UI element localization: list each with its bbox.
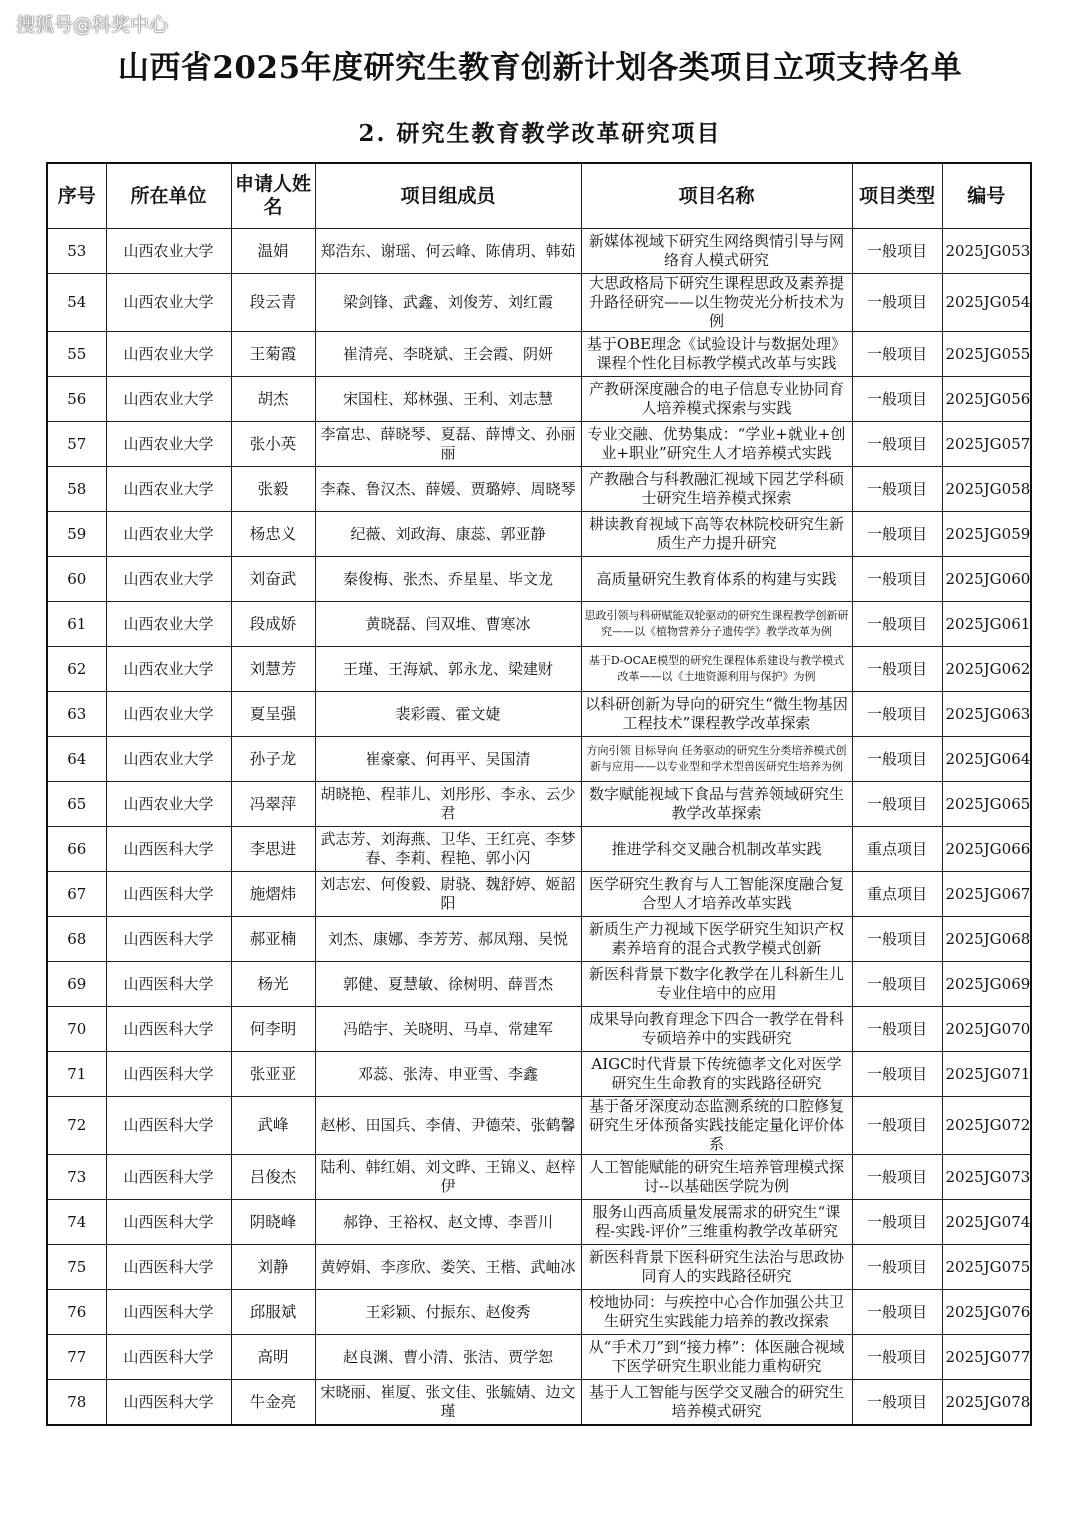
cell-applicant: 张小英 xyxy=(231,422,315,467)
cell-project-type: 一般项目 xyxy=(852,377,942,422)
cell-code: 2025JG064 xyxy=(942,737,1031,782)
cell-applicant: 张亚亚 xyxy=(231,1052,315,1097)
cell-project-type: 一般项目 xyxy=(852,1290,942,1335)
cell-number: 77 xyxy=(47,1335,106,1380)
cell-project-name: 以科研创新为导向的研究生“微生物基因工程技术”课程教学改革探索 xyxy=(581,692,852,737)
cell-applicant: 温娟 xyxy=(231,229,315,274)
cell-unit: 山西农业大学 xyxy=(106,467,231,512)
cell-project-name: 高质量研究生教育体系的构建与实践 xyxy=(581,557,852,602)
table-row xyxy=(47,1380,1031,1426)
cell-project-name: 基于人工智能与医学交叉融合的研究生培养模式研究 xyxy=(581,1380,852,1426)
cell-number: 78 xyxy=(47,1380,106,1426)
cell-code: 2025JG060 xyxy=(942,557,1031,602)
cell-project-type: 一般项目 xyxy=(852,274,942,332)
cell-number: 69 xyxy=(47,962,106,1007)
cell-unit: 山西农业大学 xyxy=(106,512,231,557)
cell-unit: 山西医科大学 xyxy=(106,1052,231,1097)
cell-code: 2025JG056 xyxy=(942,377,1031,422)
header-cell: 申请人姓名 xyxy=(231,163,315,229)
cell-unit: 山西农业大学 xyxy=(106,737,231,782)
cell-unit: 山西农业大学 xyxy=(106,229,231,274)
cell-code: 2025JG061 xyxy=(942,602,1031,647)
cell-code: 2025JG074 xyxy=(942,1200,1031,1245)
cell-members: 刘杰、康娜、李芳芳、郝凤翔、吴悦 xyxy=(315,917,581,962)
cell-applicant: 李思进 xyxy=(231,827,315,872)
cell-number: 76 xyxy=(47,1290,106,1335)
cell-members: 崔清亮、李晓斌、王会霞、阴妍 xyxy=(315,332,581,377)
cell-applicant: 杨光 xyxy=(231,962,315,1007)
cell-code: 2025JG073 xyxy=(942,1155,1031,1200)
table-row xyxy=(47,1052,1031,1097)
header-cell: 项目组成员 xyxy=(315,163,581,229)
cell-code: 2025JG071 xyxy=(942,1052,1031,1097)
cell-project-name: 数字赋能视域下食品与营养领域研究生教学改革探索 xyxy=(581,782,852,827)
cell-unit: 山西农业大学 xyxy=(106,782,231,827)
cell-code: 2025JG063 xyxy=(942,692,1031,737)
cell-project-name: 基于D-OCAE模型的研究生课程体系建设与教学模式改革——以《土地资源利用与保护》为例 xyxy=(581,647,852,692)
table-row xyxy=(47,1290,1031,1335)
cell-number: 70 xyxy=(47,1007,106,1052)
cell-number: 56 xyxy=(47,377,106,422)
cell-project-name: 新质生产力视域下医学研究生知识产权素养培育的混合式教学模式创新 xyxy=(581,917,852,962)
cell-members: 邓蕊、张涛、申亚雪、李鑫 xyxy=(315,1052,581,1097)
cell-unit: 山西医科大学 xyxy=(106,827,231,872)
cell-project-type: 重点项目 xyxy=(852,827,942,872)
cell-project-name: 方向引领 目标导向 任务驱动的研究生分类培养模式创新与应用——以专业型和学术型兽医研究生培养为例 xyxy=(581,737,852,782)
cell-project-type: 一般项目 xyxy=(852,1052,942,1097)
cell-project-name: 医学研究生教育与人工智能深度融合复合型人才培养改革实践 xyxy=(581,872,852,917)
header-cell: 序号 xyxy=(47,163,106,229)
cell-number: 60 xyxy=(47,557,106,602)
cell-number: 61 xyxy=(47,602,106,647)
cell-applicant: 郝亚楠 xyxy=(231,917,315,962)
cell-members: 黄婷娟、李彦欣、娄笑、王楷、武岫冰 xyxy=(315,1245,581,1290)
cell-members: 纪薇、刘政海、康蕊、郭亚静 xyxy=(315,512,581,557)
table-row xyxy=(47,782,1031,827)
cell-project-name: 新医科背景下数字化教学在儿科新生儿专业住培中的应用 xyxy=(581,962,852,1007)
cell-project-name: 服务山西高质量发展需求的研究生“课程-实践-评价”三维重构教学改革研究 xyxy=(581,1200,852,1245)
cell-members: 宋晓丽、崔厦、张文佳、张毓婧、边文瑾 xyxy=(315,1380,581,1426)
project-table xyxy=(46,162,1032,1426)
table-row xyxy=(47,274,1031,332)
cell-project-type: 一般项目 xyxy=(852,512,942,557)
cell-members: 秦俊梅、张杰、乔星星、毕文龙 xyxy=(315,557,581,602)
cell-unit: 山西农业大学 xyxy=(106,647,231,692)
cell-code: 2025JG062 xyxy=(942,647,1031,692)
cell-project-type: 一般项目 xyxy=(852,962,942,1007)
cell-code: 2025JG067 xyxy=(942,872,1031,917)
cell-number: 54 xyxy=(47,274,106,332)
table-row xyxy=(47,1007,1031,1052)
cell-applicant: 阴晓峰 xyxy=(231,1200,315,1245)
cell-unit: 山西农业大学 xyxy=(106,332,231,377)
cell-number: 74 xyxy=(47,1200,106,1245)
cell-unit: 山西医科大学 xyxy=(106,872,231,917)
cell-number: 72 xyxy=(47,1097,106,1155)
cell-members: 郭健、夏慧敏、徐树明、薛晋杰 xyxy=(315,962,581,1007)
cell-members: 武志芳、刘海燕、卫华、王红亮、李梦春、李莉、程艳、郭小闪 xyxy=(315,827,581,872)
cell-applicant: 夏呈强 xyxy=(231,692,315,737)
table-row xyxy=(47,512,1031,557)
cell-project-type: 一般项目 xyxy=(852,1335,942,1380)
cell-number: 53 xyxy=(47,229,106,274)
cell-project-name: 基于备牙深度动态监测系统的口腔修复研究生牙体预备实践技能定量化评价体系 xyxy=(581,1097,852,1155)
cell-project-name: 推进学科交叉融合机制改革实践 xyxy=(581,827,852,872)
cell-applicant: 吕俊杰 xyxy=(231,1155,315,1200)
cell-applicant: 邱服斌 xyxy=(231,1290,315,1335)
cell-code: 2025JG054 xyxy=(942,274,1031,332)
cell-project-name: AIGC时代背景下传统德孝文化对医学研究生生命教育的实践路径研究 xyxy=(581,1052,852,1097)
table-row xyxy=(47,1155,1031,1200)
cell-project-type: 一般项目 xyxy=(852,1155,942,1200)
cell-number: 75 xyxy=(47,1245,106,1290)
cell-project-name: 从“手术刀”到“接力棒”：体医融合视域下医学研究生职业能力重构研究 xyxy=(581,1335,852,1380)
cell-project-name: 新媒体视域下研究生网络舆情引导与网络育人模式研究 xyxy=(581,229,852,274)
cell-applicant: 杨忠义 xyxy=(231,512,315,557)
cell-members: 黄晓磊、闫双堆、曹寒冰 xyxy=(315,602,581,647)
cell-members: 王瑾、王海斌、郭永龙、梁建财 xyxy=(315,647,581,692)
cell-unit: 山西农业大学 xyxy=(106,422,231,467)
cell-code: 2025JG066 xyxy=(942,827,1031,872)
cell-project-name: 人工智能赋能的研究生培养管理模式探讨--以基础医学院为例 xyxy=(581,1155,852,1200)
cell-applicant: 胡杰 xyxy=(231,377,315,422)
cell-number: 64 xyxy=(47,737,106,782)
cell-code: 2025JG068 xyxy=(942,917,1031,962)
table-row xyxy=(47,557,1031,602)
table-row xyxy=(47,647,1031,692)
cell-project-name: 基于OBE理念《试验设计与数据处理》课程个性化目标教学模式改革与实践 xyxy=(581,332,852,377)
cell-project-type: 一般项目 xyxy=(852,229,942,274)
cell-members: 王彩颖、付振东、赵俊秀 xyxy=(315,1290,581,1335)
cell-members: 赵良渊、曹小清、张洁、贾学恕 xyxy=(315,1335,581,1380)
cell-code: 2025JG055 xyxy=(942,332,1031,377)
cell-unit: 山西医科大学 xyxy=(106,917,231,962)
table-row xyxy=(47,422,1031,467)
cell-project-name: 大思政格局下研究生课程思政及素养提升路径研究——以生物荧光分析技术为例 xyxy=(581,274,852,332)
cell-unit: 山西医科大学 xyxy=(106,1007,231,1052)
cell-project-name: 耕读教育视域下高等农林院校研究生新质生产力提升研究 xyxy=(581,512,852,557)
cell-project-type: 重点项目 xyxy=(852,872,942,917)
cell-project-name: 成果导向教育理念下四合一教学在骨科专硕培养中的实践研究 xyxy=(581,1007,852,1052)
cell-members: 胡晓艳、程菲儿、刘彤彤、李永、云少君 xyxy=(315,782,581,827)
table-row xyxy=(47,332,1031,377)
table-row xyxy=(47,1245,1031,1290)
cell-project-type: 一般项目 xyxy=(852,737,942,782)
cell-members: 赵彬、田国兵、李倩、尹德荣、张鹤馨 xyxy=(315,1097,581,1155)
header-cell: 项目名称 xyxy=(581,163,852,229)
cell-number: 71 xyxy=(47,1052,106,1097)
cell-members: 梁剑锋、武鑫、刘俊芳、刘红霞 xyxy=(315,274,581,332)
page-title: 山西省2025年度研究生教育创新计划各类项目立项支持名单 xyxy=(117,50,963,86)
cell-code: 2025JG065 xyxy=(942,782,1031,827)
cell-code: 2025JG069 xyxy=(942,962,1031,1007)
cell-members: 李森、鲁汉杰、薛媛、贾璐婷、周晓琴 xyxy=(315,467,581,512)
header-cell: 编号 xyxy=(942,163,1031,229)
cell-applicant: 高明 xyxy=(231,1335,315,1380)
cell-number: 65 xyxy=(47,782,106,827)
cell-applicant: 王菊霞 xyxy=(231,332,315,377)
cell-project-type: 一般项目 xyxy=(852,647,942,692)
cell-unit: 山西医科大学 xyxy=(106,1200,231,1245)
cell-unit: 山西农业大学 xyxy=(106,274,231,332)
cell-applicant: 段云青 xyxy=(231,274,315,332)
cell-project-name: 校地协同：与疾控中心合作加强公共卫生研究生实践能力培养的教改探索 xyxy=(581,1290,852,1335)
cell-number: 55 xyxy=(47,332,106,377)
cell-applicant: 何李明 xyxy=(231,1007,315,1052)
table-row xyxy=(47,962,1031,1007)
cell-number: 67 xyxy=(47,872,106,917)
table-row xyxy=(47,467,1031,512)
section-subtitle: 2. 研究生教育教学改革研究项目 xyxy=(358,120,722,147)
cell-members: 郑浩东、谢瑶、何云峰、陈倩玥、韩茹 xyxy=(315,229,581,274)
cell-project-name: 产教融合与科教融汇视域下园艺学科硕士研究生培养模式探索 xyxy=(581,467,852,512)
cell-project-name: 产教研深度融合的电子信息专业协同育人培养模式探索与实践 xyxy=(581,377,852,422)
cell-members: 裴彩霞、霍文婕 xyxy=(315,692,581,737)
table-row xyxy=(47,872,1031,917)
cell-code: 2025JG053 xyxy=(942,229,1031,274)
cell-unit: 山西农业大学 xyxy=(106,602,231,647)
cell-applicant: 孙子龙 xyxy=(231,737,315,782)
cell-unit: 山西医科大学 xyxy=(106,962,231,1007)
cell-project-type: 一般项目 xyxy=(852,1380,942,1426)
cell-number: 68 xyxy=(47,917,106,962)
cell-code: 2025JG077 xyxy=(942,1335,1031,1380)
cell-unit: 山西医科大学 xyxy=(106,1155,231,1200)
cell-applicant: 冯翠萍 xyxy=(231,782,315,827)
header-cell: 项目类型 xyxy=(852,163,942,229)
cell-project-type: 一般项目 xyxy=(852,557,942,602)
cell-unit: 山西农业大学 xyxy=(106,377,231,422)
cell-code: 2025JG058 xyxy=(942,467,1031,512)
cell-project-type: 一般项目 xyxy=(852,917,942,962)
cell-unit: 山西农业大学 xyxy=(106,557,231,602)
cell-project-type: 一般项目 xyxy=(852,422,942,467)
cell-project-type: 一般项目 xyxy=(852,1097,942,1155)
cell-project-type: 一般项目 xyxy=(852,1245,942,1290)
cell-unit: 山西医科大学 xyxy=(106,1290,231,1335)
cell-number: 63 xyxy=(47,692,106,737)
cell-number: 62 xyxy=(47,647,106,692)
table-row xyxy=(47,1200,1031,1245)
cell-unit: 山西医科大学 xyxy=(106,1380,231,1426)
cell-members: 刘志宏、何俊毅、尉骁、魏舒婷、姬韶阳 xyxy=(315,872,581,917)
cell-code: 2025JG059 xyxy=(942,512,1031,557)
cell-members: 陆利、韩红娟、刘文晔、王锦义、赵梓伊 xyxy=(315,1155,581,1200)
cell-code: 2025JG075 xyxy=(942,1245,1031,1290)
cell-applicant: 施熠炜 xyxy=(231,872,315,917)
cell-unit: 山西医科大学 xyxy=(106,1335,231,1380)
cell-members: 李富忠、薛晓琴、夏磊、薛博文、孙丽丽 xyxy=(315,422,581,467)
cell-applicant: 刘奋武 xyxy=(231,557,315,602)
cell-number: 59 xyxy=(47,512,106,557)
cell-number: 58 xyxy=(47,467,106,512)
cell-unit: 山西农业大学 xyxy=(106,692,231,737)
header-cell: 所在单位 xyxy=(106,163,231,229)
cell-number: 73 xyxy=(47,1155,106,1200)
cell-code: 2025JG070 xyxy=(942,1007,1031,1052)
cell-project-type: 一般项目 xyxy=(852,1200,942,1245)
cell-code: 2025JG057 xyxy=(942,422,1031,467)
cell-project-type: 一般项目 xyxy=(852,782,942,827)
cell-project-type: 一般项目 xyxy=(852,1007,942,1052)
cell-applicant: 张毅 xyxy=(231,467,315,512)
cell-project-type: 一般项目 xyxy=(852,332,942,377)
cell-applicant: 刘慧芳 xyxy=(231,647,315,692)
cell-code: 2025JG076 xyxy=(942,1290,1031,1335)
cell-project-type: 一般项目 xyxy=(852,467,942,512)
cell-members: 宋国柱、郑林强、王利、刘志慧 xyxy=(315,377,581,422)
cell-project-type: 一般项目 xyxy=(852,602,942,647)
table-row xyxy=(47,737,1031,782)
table-row xyxy=(47,1097,1031,1155)
cell-number: 57 xyxy=(47,422,106,467)
table-row xyxy=(47,692,1031,737)
cell-members: 冯皓宇、关晓明、马卓、常建军 xyxy=(315,1007,581,1052)
cell-applicant: 武峰 xyxy=(231,1097,315,1155)
table-row xyxy=(47,917,1031,962)
cell-project-name: 专业交融、优势集成：“学业+就业+创业+职业”研究生人才培养模式实践 xyxy=(581,422,852,467)
cell-applicant: 刘静 xyxy=(231,1245,315,1290)
cell-project-name: 新医科背景下医科研究生法治与思政协同育人的实践路径研究 xyxy=(581,1245,852,1290)
table-row xyxy=(47,827,1031,872)
cell-members: 崔豪豪、何再平、吴国清 xyxy=(315,737,581,782)
watermark: 搜狐号@科奖中心 xyxy=(16,14,169,36)
cell-project-name: 思政引领与科研赋能双轮驱动的研究生课程教学创新研究——以《植物营养分子遗传学》教学改革为例 xyxy=(581,602,852,647)
cell-unit: 山西医科大学 xyxy=(106,1097,231,1155)
table-row xyxy=(47,1335,1031,1380)
cell-applicant: 牛金亮 xyxy=(231,1380,315,1426)
cell-number: 66 xyxy=(47,827,106,872)
table-row xyxy=(47,602,1031,647)
table-row xyxy=(47,377,1031,422)
cell-code: 2025JG078 xyxy=(942,1380,1031,1426)
cell-members: 郝铮、王裕权、赵文博、李晋川 xyxy=(315,1200,581,1245)
cell-project-type: 一般项目 xyxy=(852,692,942,737)
cell-applicant: 段成娇 xyxy=(231,602,315,647)
table-header-row xyxy=(47,163,1031,229)
cell-code: 2025JG072 xyxy=(942,1097,1031,1155)
table-row xyxy=(47,229,1031,274)
cell-unit: 山西医科大学 xyxy=(106,1245,231,1290)
